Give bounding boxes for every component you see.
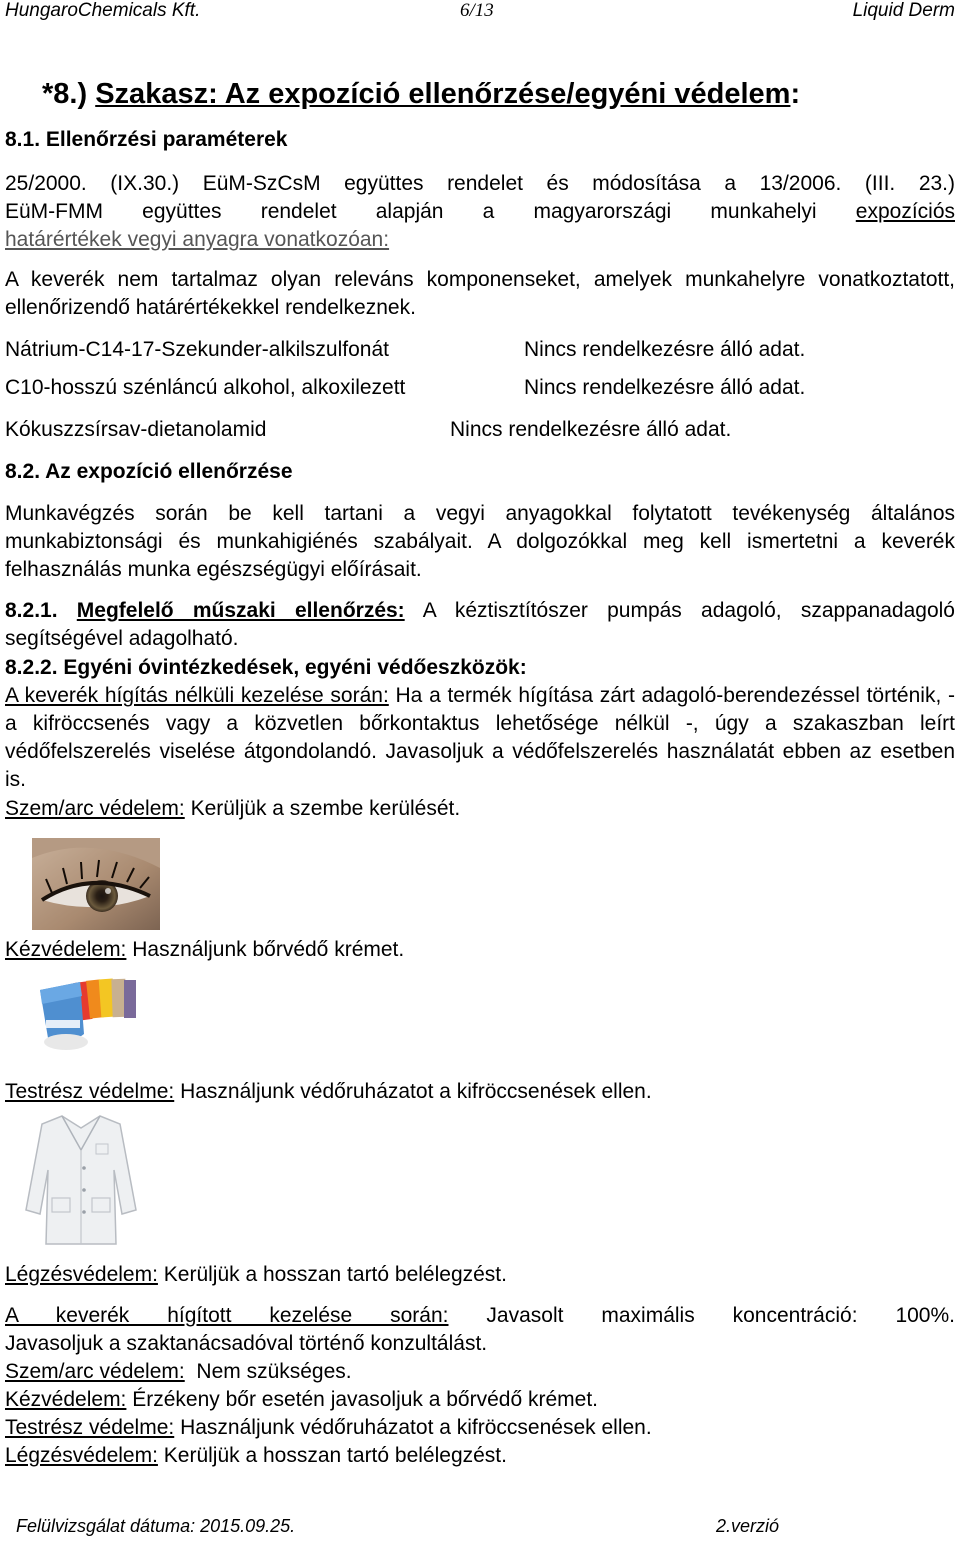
subsection-8-2-title: 8.2. Az expozíció ellenőrzése: [5, 460, 293, 483]
consultation-advice: Javasoljuk a szaktanácsadóval történő konzultálást.: [5, 1332, 488, 1355]
component-name-3: Kókuszzsírsav-dietanolamid: [5, 418, 267, 441]
version: 2.verzió: [716, 1516, 780, 1536]
component-value-2: Nincs rendelkezésre álló adat.: [524, 376, 806, 399]
product-name: Liquid Derm: [852, 0, 955, 21]
regulation-line-2: EüM-FMM együttes rendelet alapján a magyarországi munkahelyi expozíciós: [5, 200, 955, 223]
body-protection: Testrész védelme: Használjunk védőruházatot a kifröccsenések ellen.: [5, 1080, 652, 1103]
company-name: HungaroChemicals Kft.: [5, 0, 201, 21]
eye-protection-diluted: Szem/arc védelem: Nem szükséges.: [5, 1360, 352, 1383]
hand-cream-image: [36, 976, 142, 1056]
diluted-handling-line: A keverék hígított kezelése során: Javasolt maximális koncentráció: 100%.: [5, 1304, 955, 1327]
page-number: 6/13: [460, 0, 494, 21]
hand-protection: Kézvédelem: Használjunk bőrvédő krémet.: [5, 938, 405, 961]
hand-protection-diluted: Kézvédelem: Érzékeny bőr esetén javasoljuk a bőrvédő krémet.: [5, 1388, 598, 1411]
eye-protection: Szem/arc védelem: Kerüljük a szembe kerülését.: [5, 797, 461, 820]
section-title: *8.) Szakasz: Az expozíció ellenőrzése/egyéni védelem:: [42, 78, 801, 110]
exposure-limits-link[interactable]: expozíciós: [855, 200, 955, 223]
engineering-controls: 8.2.1. Megfelelő műszaki ellenőrzés: A kéztisztítószer pumpás adagoló, szappanadagoló segítségével adagolható.: [5, 599, 955, 650]
lab-coat-image: [24, 1110, 138, 1248]
components-paragraph: A keverék nem tartalmaz olyan releváns komponenseket, amelyek munkahelyre vonatkoztatott, ellenőrizendő határértékekkel rendelkeznek.: [5, 268, 955, 319]
component-value-3: Nincs rendelkezésre álló adat.: [450, 418, 732, 441]
body-protection-diluted: Testrész védelme: Használjunk védőruházatot a kifröccsenések ellen.: [5, 1416, 652, 1439]
respiratory-protection: Légzésvédelem: Kerüljük a hosszan tartó belélegzést.: [5, 1263, 507, 1286]
revision-date: Felülvizsgálat dátuma: 2015.09.25.: [16, 1516, 296, 1536]
exposure-limits-link-cont[interactable]: határértékek vegyi anyagra vonatkozóan:: [5, 228, 390, 251]
component-name-1: Nátrium-C14-17-Szekunder-alkilszulfonát: [5, 338, 389, 361]
eye-protection-image: [32, 838, 160, 930]
component-value-1: Nincs rendelkezésre álló adat.: [524, 338, 806, 361]
regulation-line-1: 25/2000. (IX.30.) EüM-SzCsM együttes rendelet és módosítása a 13/2006. (III. 23.): [5, 172, 955, 195]
subsection-8-2-2-title: 8.2.2. Egyéni óvintézkedések, egyéni védőeszközök:: [5, 656, 527, 679]
subsection-8-1-title: 8.1. Ellenőrzési paraméterek: [5, 128, 288, 151]
exposure-control-paragraph: Munkavégzés során be kell tartani a vegyi anyagokkal folytatott tevékenység általános munkabiztonsági és munkahigiénés szabályait. A dolgozókkal meg kell ismertetni a keverék felhasználás munka egészségügyi előírásait.: [5, 502, 955, 581]
component-name-2: C10-hosszú szénláncú alkohol, alkoxilezett: [5, 376, 406, 399]
undiluted-handling-paragraph: A keverék hígítás nélküli kezelése során: Ha a termék hígítása zárt adagoló-berendezéssel történik, - a kifröccsenés vagy a közvetlen bőrkontaktus lehetősége nélkül -, úgy a szakaszban leírt védőfelszerelés viselése átgondolandó. Javasoljuk a védőfelszerelés használatát ebben az esetben is.: [5, 684, 955, 791]
respiratory-protection-diluted: Légzésvédelem: Kerüljük a hosszan tartó belélegzést.: [5, 1444, 507, 1467]
